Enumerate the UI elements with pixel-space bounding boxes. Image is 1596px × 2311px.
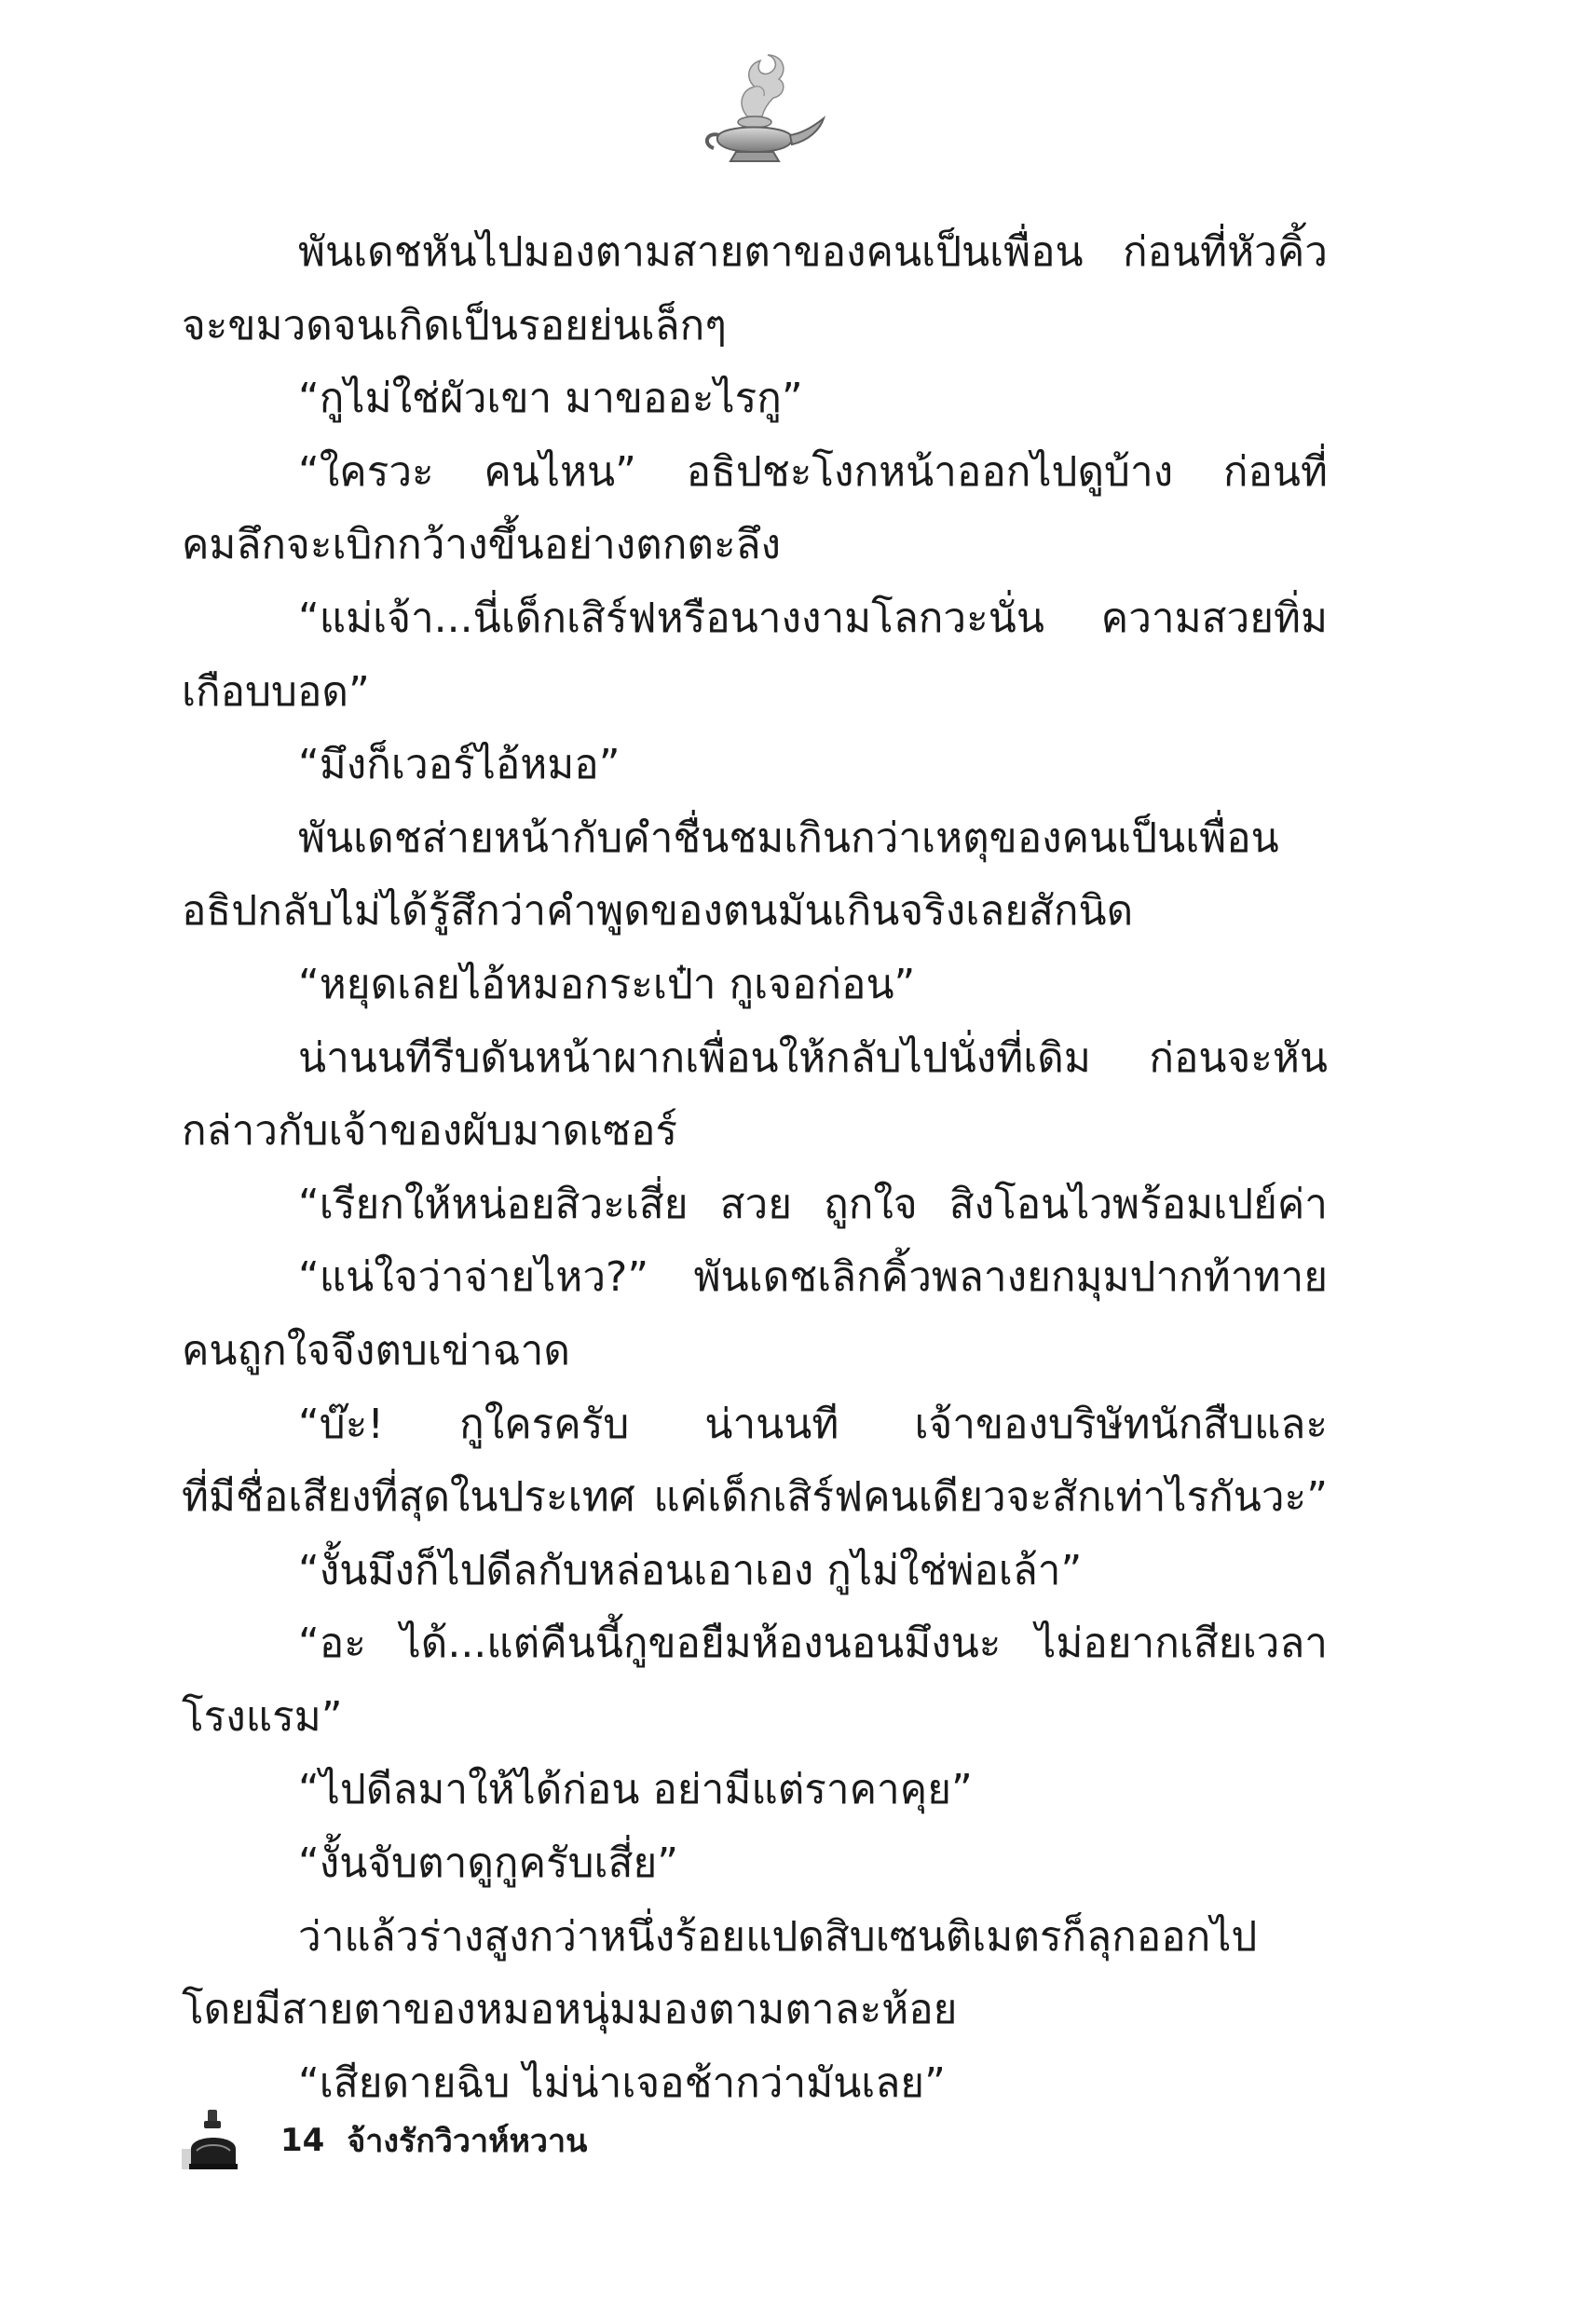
text-line: โรงแรม” <box>182 1692 343 1741</box>
text-line: คมลึกจะเบิกกว้างขึ้นอย่างตกตะลึง <box>182 521 782 569</box>
text-line: “งั้นมึงก็ไปดีลกับหล่อนเอาเอง กูไม่ใช่พ่อเล้า” <box>298 1546 1083 1594</box>
text-line: “เสียดายฉิบ ไม่น่าเจอช้ากว่ามันเลย” <box>298 2058 946 2107</box>
text-line: น่านนทีรีบดันหน้าผากเพื่อนให้กลับไปนั่งที่เดิม ก่อนจะหัน <box>298 1033 1328 1082</box>
text-line: “แม่เจ้า...นี่เด็กเสิร์ฟหรือนางงามโลกวะนั่น ความสวยทิ่ม <box>298 594 1328 642</box>
text-line: “ใครวะ คนไหน” อธิปชะโงกหน้าออกไปดูบ้าง ก่อนที่ <box>298 447 1328 496</box>
page-footer <box>182 2108 587 2173</box>
text-line: พันเดชส่ายหน้ากับคำชื่นชมเกินกว่าเหตุของคนเป็นเพื่อน <box>298 814 1279 862</box>
text-line: “อะ ได้...แต่คืนนี้กูขอยืมห้องนอนมึงนะ ไม่อยากเสียเวลา <box>298 1620 1328 1668</box>
text-line: โดยมีสายตาของหมอหนุ่มมองตามตาละห้อย <box>182 1986 958 2034</box>
text-line: พันเดชหันไปมองตามสายตาของคนเป็นเพื่อน ก่อนที่หัวคิ้ว <box>298 228 1328 276</box>
text-line: เกือบบอด” <box>182 667 370 716</box>
text-line: “บ๊ะ! กูใครครับ น่านนที เจ้าของบริษัทนักสืบและ <box>298 1400 1328 1448</box>
body-text <box>182 216 1328 2120</box>
text-line: “มึงก็เวอร์ไอ้หมอ” <box>298 741 621 789</box>
text-line: ที่มีชื่อเสียงที่สุดในประเทศ แค่เด็กเสิร์ฟคนเดียวจะสักเท่าไรกันวะ” <box>182 1473 1328 1522</box>
page-number: 14 <box>280 2122 325 2159</box>
text-line: “หยุดเลยไอ้หมอกระเป๋า กูเจอก่อน” <box>298 960 916 1008</box>
text-line: อธิปกลับไม่ได้รู้สึกว่าคำพูดของตนมันเกินจริงเลยสักนิด <box>182 887 1134 936</box>
genie-lamp-icon <box>689 51 829 172</box>
text-line: กล่าวกับเจ้าของผับมาดเซอร์ <box>182 1107 678 1156</box>
text-line: “ไปดีลมาให้ได้ก่อน อย่ามีแต่ราคาคุย” <box>298 1766 973 1814</box>
text-line: “กูไม่ใช่ผัวเขา มาขออะไรกู” <box>298 375 803 423</box>
text-line: ว่าแล้วร่างสูงกว่าหนึ่งร้อยแปดสิบเซนติเมตรก็ลุกออกไป <box>298 1912 1258 1961</box>
text-line: “เรียกให้หน่อยสิวะเสี่ย สวย ถูกใจ สิงโอนไวพร้อมเปย์ค่า <box>298 1180 1328 1228</box>
text-line: คนถูกใจจึงตบเข่าฉาด <box>182 1326 570 1374</box>
text-line: จะขมวดจนเกิดเป็นรอยย่นเล็กๆ <box>182 301 727 349</box>
perfume-bottle-icon <box>182 2108 249 2173</box>
text-line: “งั้นจับตาดูกูครับเสี่ย” <box>298 1839 679 1888</box>
text-line: “แน่ใจว่าจ่ายไหว?” พันเดชเลิกคิ้วพลางยกมุมปากท้าทาย <box>298 1253 1328 1302</box>
book-title: จ้างรักวิวาห์หวาน <box>347 2123 588 2160</box>
